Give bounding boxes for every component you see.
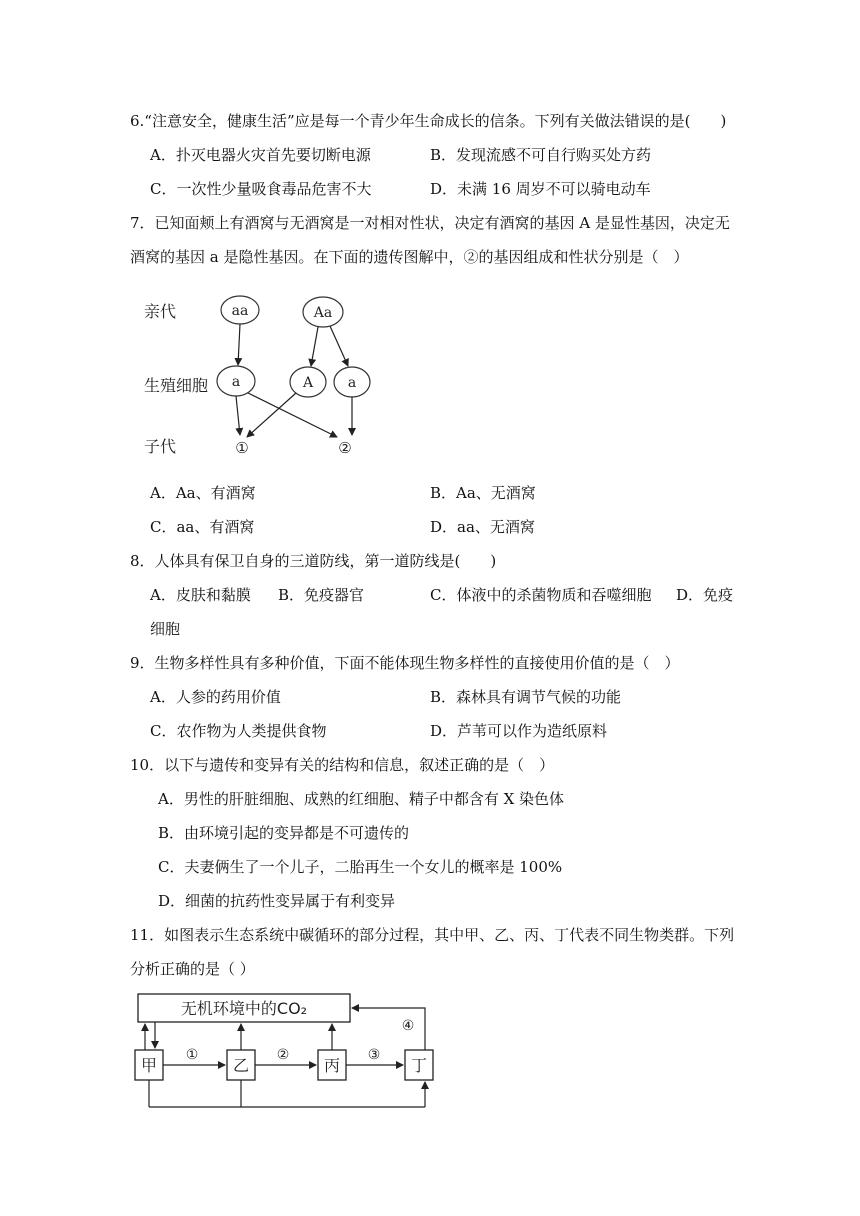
gamete2-label: A — [302, 375, 314, 391]
parent1-genotype: aa — [231, 303, 249, 319]
gamete1-label: a — [231, 374, 241, 390]
q6-option-b[interactable]: B．发现流感不可自行购买处方药 — [430, 146, 652, 164]
q10-stem: 10．以下与遗传和变异有关的结构和信息，叙述正确的是（ ） — [130, 756, 555, 774]
q9-option-b[interactable]: B．森林具有调节气候的功能 — [430, 688, 622, 706]
row-label-gamete: 生殖细胞 — [144, 376, 209, 395]
co2-environment-label: 无机环境中的CO₂ — [180, 999, 308, 1018]
q9-option-d[interactable]: D．芦苇可以作为造纸原料 — [430, 722, 608, 740]
child1-label: ① — [235, 439, 249, 457]
process-4-label: ④ — [401, 1018, 415, 1034]
arrow-parent2-gamete3 — [330, 326, 348, 366]
q10-option-c[interactable]: C．夫妻俩生了一个儿子，二胎再生一个女儿的概率是 100% — [158, 858, 563, 876]
process-2-label: ② — [276, 1047, 290, 1063]
q8-option-d-continued: 细胞 — [150, 620, 181, 638]
q8-stem: 8．人体具有保卫自身的三道防线，第一道防线是( ) — [130, 552, 497, 570]
child2-label: ② — [338, 439, 352, 457]
genetics-diagram — [130, 285, 390, 470]
q7-stem-line1: 7．已知面颊上有酒窝与无酒窝是一对相对性状，决定有酒窝的基因 A 是显性基因，决定无 — [130, 214, 730, 232]
q6-option-d[interactable]: D．未满 16 周岁不可以骑电动车 — [430, 180, 651, 198]
bing-label: 丙 — [323, 1056, 341, 1075]
process-3-label: ③ — [367, 1047, 381, 1063]
row-label-offspring: 子代 — [144, 437, 177, 456]
arrow-gamete1-child1 — [236, 396, 240, 435]
q6-option-a[interactable]: A．扑灭电器火灾首先要切断电源 — [150, 146, 371, 164]
row-label-parent: 亲代 — [144, 302, 177, 321]
arrow-parent1-gamete1 — [238, 324, 240, 365]
q9-option-a[interactable]: A．人参的药用价值 — [150, 688, 281, 706]
q7-option-d[interactable]: D．aa、无酒窝 — [430, 518, 535, 536]
q11-stem-line1: 11．如图表示生态系统中碳循环的部分过程，其中甲、乙、丙、丁代表不同生物类群。下列 — [130, 926, 735, 944]
q8-option-a[interactable]: A．皮肤和黏膜 — [150, 586, 251, 604]
q6-stem: 6.“注意安全，健康生活”应是每一个青少年生命成长的信条。下列有关做法错误的是( ) — [130, 112, 727, 130]
q7-option-a[interactable]: A．Aa、有酒窝 — [150, 484, 256, 502]
ding-label: 丁 — [410, 1056, 428, 1075]
parent2-genotype: Aa — [313, 305, 333, 321]
q10-option-a[interactable]: A．男性的肝脏细胞、成熟的红细胞、精子中都含有 X 染色体 — [158, 790, 565, 808]
arrow-gamete2-child1 — [247, 393, 296, 437]
q8-option-c[interactable]: C．体液中的杀菌物质和吞噬细胞 — [430, 586, 652, 604]
q10-option-d[interactable]: D．细菌的抗药性变异属于有利变异 — [158, 892, 396, 910]
q9-option-c[interactable]: C．农作物为人类提供食物 — [150, 722, 327, 740]
q6-option-c[interactable]: C．一次性少量吸食毒品危害不大 — [150, 180, 372, 198]
q7-option-b[interactable]: B．Aa、无酒窝 — [430, 484, 536, 502]
q9-stem: 9．生物多样性具有多种价值，下面不能体现生物多样性的直接使用价值的是（ ） — [130, 654, 680, 672]
q11-stem-line2: 分析正确的是（ ） — [130, 960, 255, 978]
q8-option-b[interactable]: B．免疫器官 — [278, 586, 365, 604]
q8-option-d[interactable]: D．免疫 — [676, 586, 734, 604]
q10-option-b[interactable]: B．由环境引起的变异都是不可遗传的 — [158, 824, 410, 842]
carbon-cycle-diagram — [130, 988, 450, 1114]
jia-label: 甲 — [140, 1056, 158, 1075]
arrow-parent2-gamete2 — [311, 327, 318, 366]
q7-stem-line2: 酒窝的基因 a 是隐性基因。在下面的遗传图解中，②的基因组成和性状分别是（ ） — [130, 248, 689, 266]
arrow-gamete1-child2 — [248, 393, 337, 437]
process-1-label: ① — [185, 1047, 199, 1063]
yi-label: 乙 — [232, 1056, 250, 1075]
gamete3-label: a — [347, 375, 357, 391]
q7-option-c[interactable]: C．aa、有酒窝 — [150, 518, 255, 536]
